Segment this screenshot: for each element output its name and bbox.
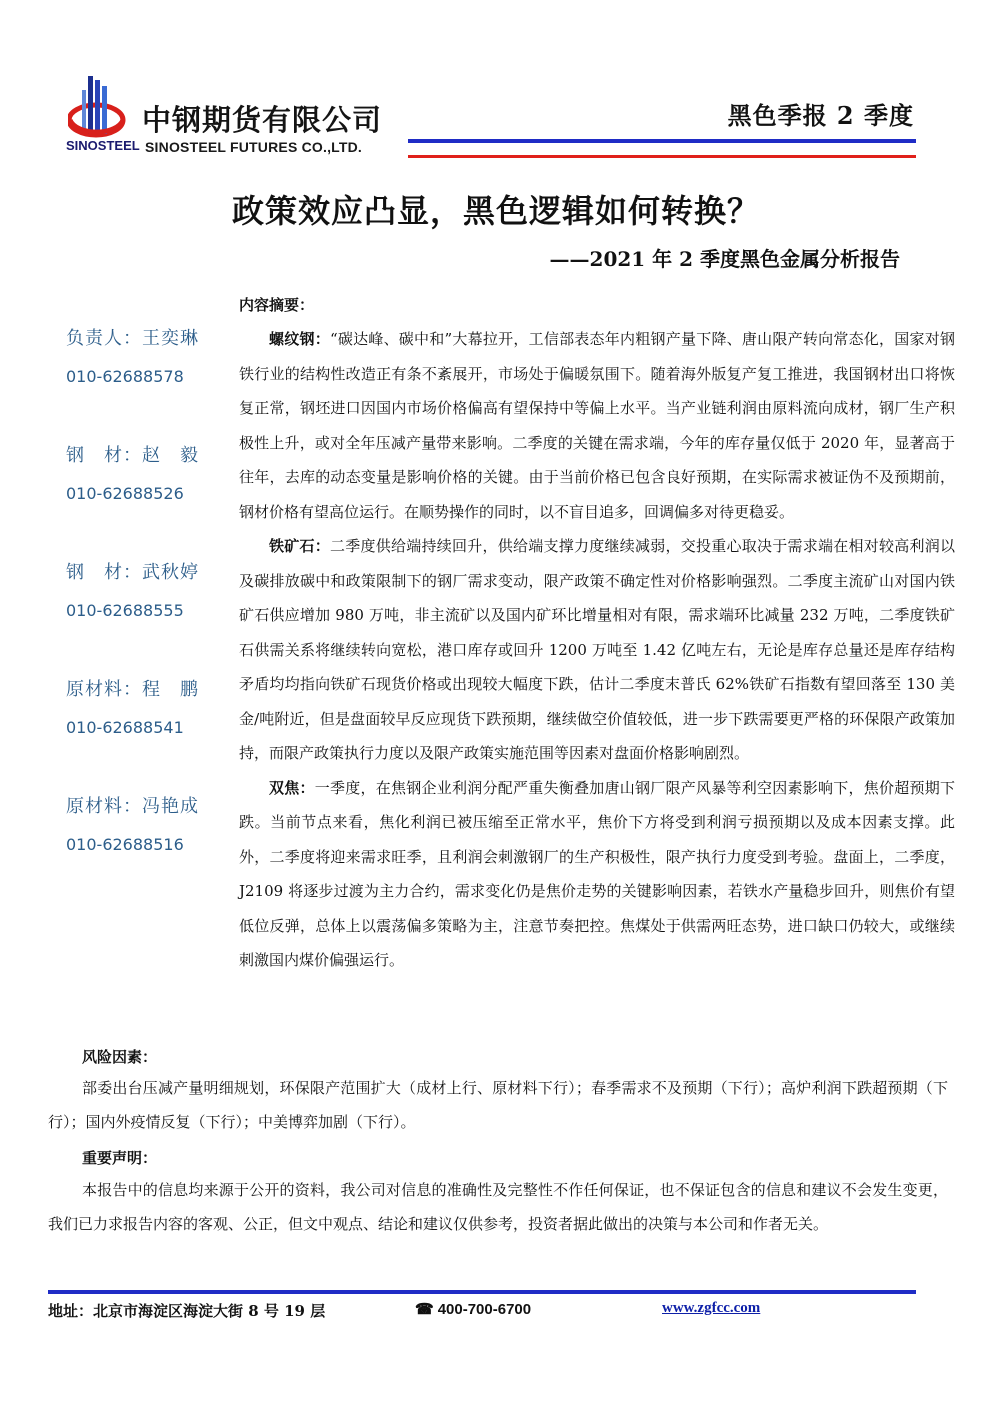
footer-address: 地址：北京市海淀区海淀大街 8 号 19 层 bbox=[48, 1302, 326, 1320]
section-heading: 铁矿石： bbox=[269, 537, 330, 555]
summary-paragraph-coke bbox=[239, 771, 955, 978]
logo-tagline: SINOSTEEL bbox=[66, 138, 140, 153]
footer-website-link[interactable]: www.zgfcc.com bbox=[662, 1300, 761, 1316]
contact-entry bbox=[66, 792, 236, 909]
footer-rule bbox=[48, 1290, 916, 1294]
contact-phone: 010-62688526 bbox=[66, 484, 184, 503]
contact-entry bbox=[66, 675, 236, 792]
contact-role: 原材料：程 鹏 bbox=[66, 679, 199, 700]
contact-phone: 010-62688516 bbox=[66, 835, 184, 854]
risk-label: 风险因素： bbox=[82, 1048, 158, 1066]
contact-role: 负责人：王奕琳 bbox=[66, 328, 199, 349]
contact-role: 钢 材：武秋婷 bbox=[66, 562, 199, 583]
disclaimer-text: 本报告中的信息均来源于公开的资料，我公司对信息的准确性及完整性不作任何保证，也不保证包含的信息和建议不会发生变更，我们已力求报告内容的客观、公正，但文中观点、结论和建议仅供参考，投资者据此做出的决策与本公司和作者无关。 bbox=[48, 1181, 948, 1233]
summary-paragraph-rebar bbox=[239, 322, 955, 529]
analyst-contacts bbox=[66, 324, 236, 909]
contact-entry bbox=[66, 324, 236, 441]
summary-body bbox=[239, 322, 955, 978]
contact-phone: 010-62688578 bbox=[66, 367, 184, 386]
contact-entry bbox=[66, 441, 236, 558]
section-heading: 螺纹钢： bbox=[269, 330, 330, 348]
disclaimer-label: 重要声明： bbox=[82, 1149, 158, 1167]
contact-entry bbox=[66, 558, 236, 675]
contact-role: 原材料：冯艳成 bbox=[66, 796, 199, 817]
section-text: 一季度，在焦钢企业利润分配严重失衡叠加唐山钢厂限产风暴等利空因素影响下，焦价超预期下跌。当前节点来看，焦化利润已被压缩至正常水平，焦价下方将受到利润亏损预期以及成本因素支撑。此外，二季度将迎来需求旺季，且利润会刺激钢厂的生产积极性，限产执行力度受到考验。盘面上，二季度，J2109 将逐步过渡为主力合约，需求变化仍是焦价走势的关键影响因素，若铁水产量稳步回升，则焦价有望低位反弹，总体上以震荡偏多策略为主，注意节奏把控。焦煤处于供需两旺态势，进口缺口仍较大，或继续刺激国内煤价偏强运行。 bbox=[239, 778, 955, 969]
header-rule-red bbox=[408, 155, 916, 158]
contact-phone: 010-62688541 bbox=[66, 718, 184, 737]
report-subtitle: ——2021 年 2 季度黑色金属分析报告 bbox=[549, 247, 900, 271]
telephone-icon: ☎ bbox=[415, 1301, 434, 1318]
section-text: 二季度供给端持续回升，供给端支撑力度继续减弱，交投重心取决于需求端在相对较高利润以及碳排放碳中和政策限制下的钢厂需求变动，限产政策不确定性对价格影响强烈。二季度主流矿山对国内铁矿石供应增加 980 万吨，非主流矿以及国内矿环比增量相对有限，需求端环比减量 232 万吨，二季度铁矿石供需关系将继续转向宽松，港口库存或回升 1200 万吨至 1.42 亿吨左右，无论是库存总量还是库存结构矛盾均均指向铁矿石现货价格或出现较大幅度下跌，估计二季度末普氏 62%铁矿石指数有望回落至 130 美金/吨附近，但是盘面较早反应现货下跌预期，继续做空价值较低，进一步下跌需要更严格的环保限产政策加持，而限产政策执行力度以及限产政策实施范围等因素对盘面价格影响剧烈。 bbox=[239, 537, 955, 762]
report-title: 政策效应凸显，黑色逻辑如何转换？ bbox=[231, 192, 760, 230]
header-rule-blue bbox=[408, 139, 916, 143]
section-heading: 双焦： bbox=[269, 778, 315, 797]
summary-paragraph-iron-ore bbox=[239, 529, 955, 771]
section-text: “碳达峰、碳中和”大幕拉开，工信部表态年内粗钢产量下降、唐山限产转向常态化，国家对钢铁行业的结构性改造正有条不紊展开，市场处于偏暖氛围下。随着海外版复产复工推进，我国钢材出口将恢复正常，钢坯进口因国内市场价格偏高有望保持中等偏上水平。当产业链利润由原料流向成材，钢厂生产积极性上升，或对全年压减产量带来影响。二季度的关键在需求端，今年的库存量仅低于 2020 年，显著高于往年，去库的动态变量是影响价格的关键。由于当前价格已包含良好预期，在实际需求被证伪不及预期前，钢材价格有望高位运行。在顺势操作的同时，以不盲目追多，回调偏多对待更稳妥。 bbox=[239, 330, 955, 521]
contact-phone: 010-62688555 bbox=[66, 601, 184, 620]
company-name-cn: 中钢期货有限公司 bbox=[142, 103, 383, 137]
report-type: 黑色季报 2 季度 bbox=[727, 101, 914, 130]
contact-role: 钢 材：赵 毅 bbox=[66, 445, 199, 466]
summary-label: 内容摘要： bbox=[239, 296, 315, 314]
company-name-en: SINOSTEEL FUTURES CO.,LTD. bbox=[145, 139, 363, 155]
footer-phone bbox=[415, 1300, 531, 1318]
footer-phone-number: 400-700-6700 bbox=[437, 1301, 532, 1318]
risk-text: 部委出台压减产量明细规划，环保限产范围扩大（成材上行、原材料下行）；春季需求不及预期（下行）；高炉利润下跌超预期（下行）；国内外疫情反复（下行）；中美博弈加剧（下行）。 bbox=[48, 1079, 948, 1131]
